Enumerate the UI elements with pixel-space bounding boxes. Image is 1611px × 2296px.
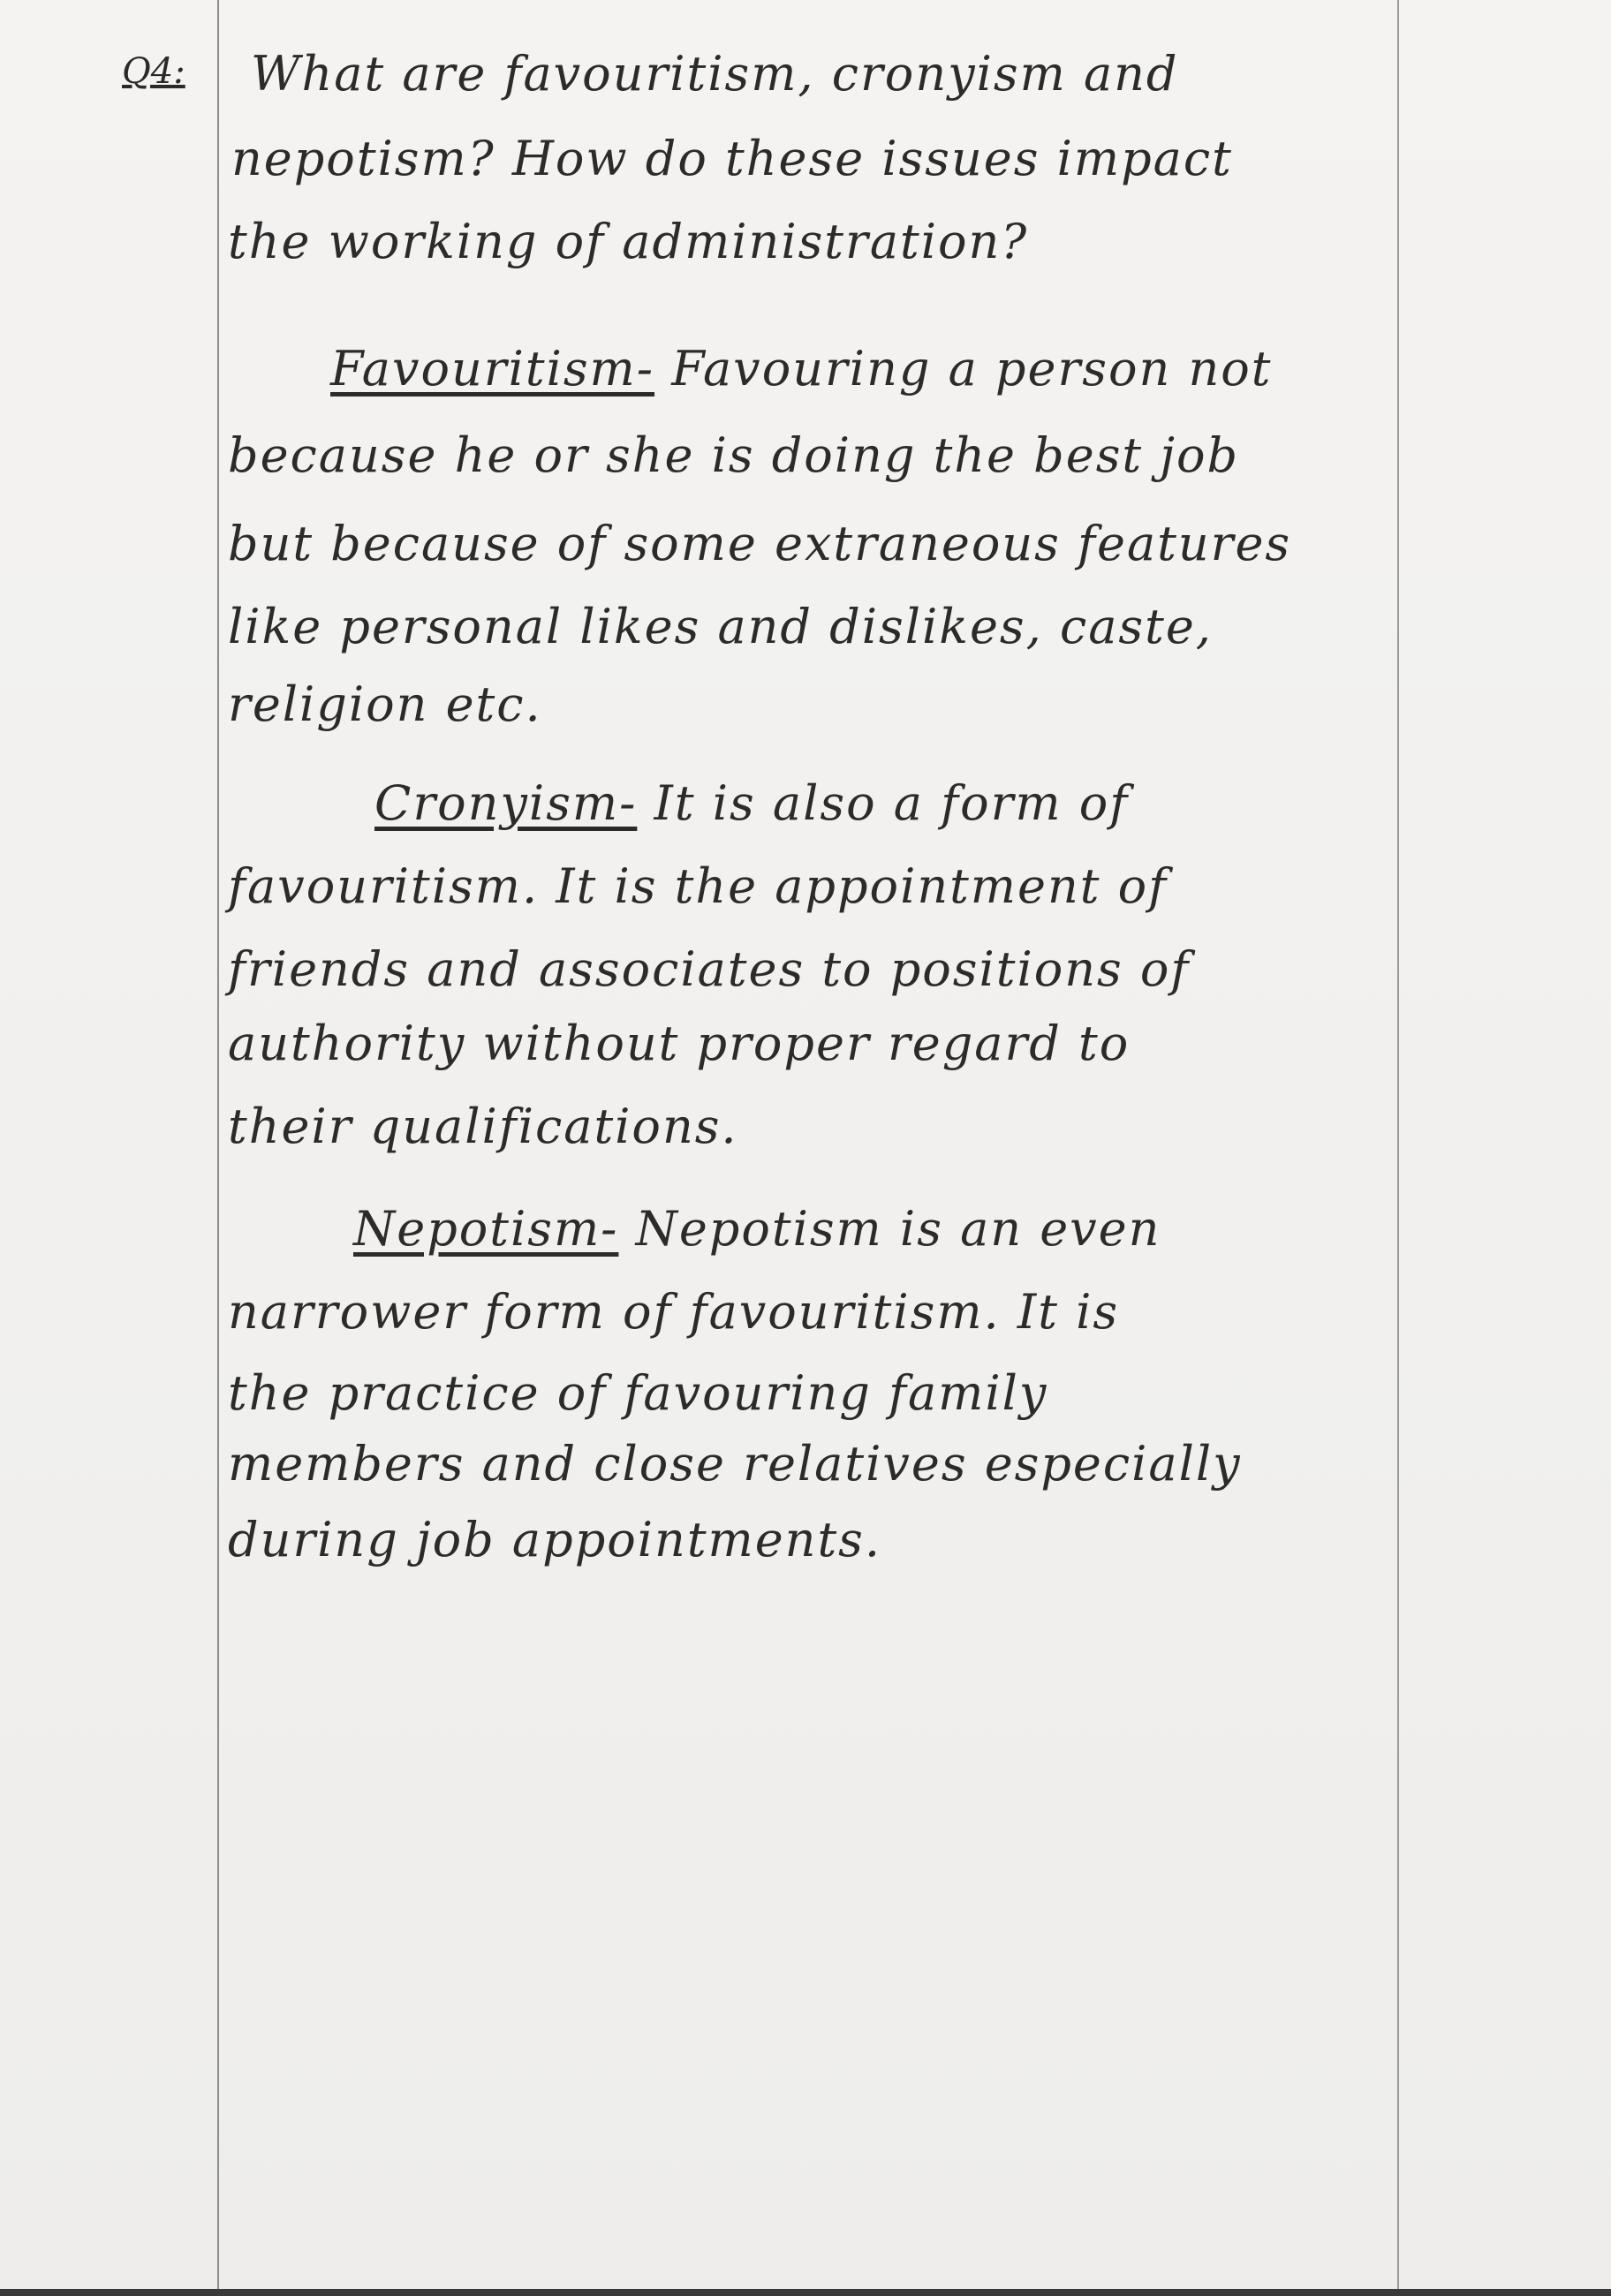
- favouritism-line-1: [330, 341, 1272, 397]
- cronyism-line-5: their qualifications.: [228, 1099, 738, 1154]
- nepotism-line-2: narrower form of favouritism. It is: [228, 1284, 1120, 1340]
- right-margin-line: [1397, 0, 1399, 2289]
- favouritism-line-3: but because of some extraneous features: [228, 516, 1292, 571]
- nepotism-line-3: the practice of favouring family: [228, 1365, 1048, 1421]
- question-line-2: nepotism? How do these issues impact: [231, 131, 1233, 186]
- cronyism-definition-start: It is also a form of: [654, 775, 1130, 831]
- cronyism-line-2: favouritism. It is the appointment of: [228, 858, 1169, 914]
- cronyism-term: Cronyism-: [374, 775, 638, 831]
- cronyism-line-4: authority without proper regard to: [228, 1016, 1131, 1071]
- favouritism-definition-start: Favouring a person not: [671, 341, 1273, 397]
- favouritism-term: Favouritism-: [330, 341, 655, 397]
- question-number: Q4:: [122, 51, 185, 92]
- cronyism-line-1: [374, 775, 1129, 831]
- nepotism-line-4: members and close relatives especially: [228, 1436, 1242, 1492]
- favouritism-line-2: because he or she is doing the best job: [228, 427, 1240, 483]
- favouritism-line-4: like personal likes and dislikes, caste,: [228, 599, 1213, 654]
- nepotism-line-5: during job appointments.: [228, 1512, 882, 1567]
- margin-line: [217, 0, 219, 2289]
- nepotism-definition-start: Nepotism is an even: [635, 1201, 1161, 1257]
- nepotism-line-1: [353, 1201, 1161, 1257]
- cronyism-line-3: friends and associates to positions of: [228, 941, 1191, 997]
- page-bottom-edge: [0, 2289, 1611, 2296]
- nepotism-term: Nepotism-: [353, 1201, 619, 1257]
- question-line-1: What are favouritism, cronyism and: [251, 46, 1179, 102]
- question-line-3: the working of administration?: [228, 214, 1029, 269]
- favouritism-line-5: religion etc.: [228, 676, 542, 732]
